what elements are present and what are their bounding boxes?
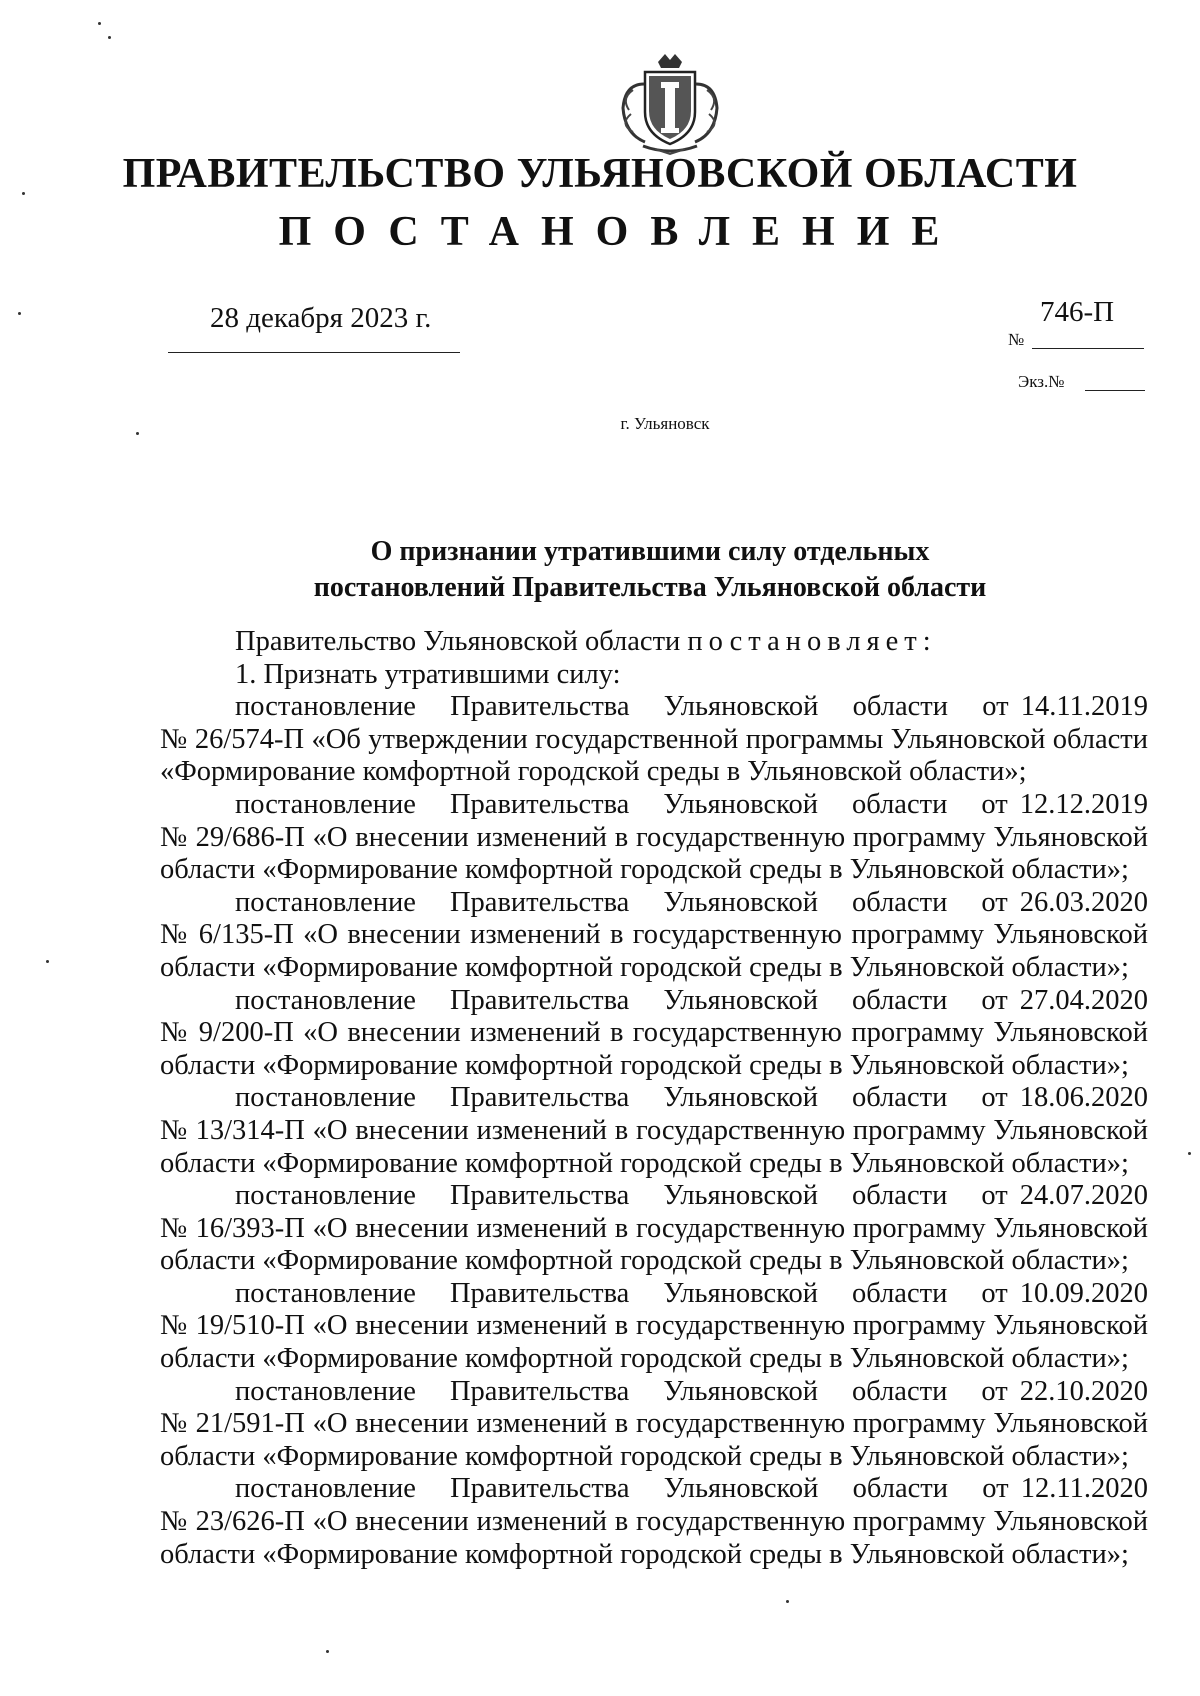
scan-speck: [326, 1650, 329, 1653]
act-number-title-line: № 26/574-П «Об утверждении государственной программы Ульяновской области: [160, 723, 1148, 755]
intro-prefix: Правительство Ульяновской области: [235, 626, 681, 657]
decree-body: [160, 626, 1148, 1571]
act-program-line: области «Формирование комфортной городской среды в Ульяновской области»;: [160, 854, 1129, 886]
date-underline: [168, 352, 460, 353]
act-lead-text: постановление Правительства Ульяновской области от: [235, 1375, 1008, 1407]
scan-speck: [136, 432, 139, 435]
act-lead-line: [160, 1180, 1148, 1213]
act-number-title-line: № 19/510-П «О внесении изменений в государственную программу Ульяновской: [160, 1310, 1148, 1342]
act-lead-text: постановление Правительства Ульяновской области от: [235, 984, 1008, 1016]
repealed-act-entry: [160, 691, 1148, 789]
act-date: 24.07.2020: [1019, 1180, 1148, 1212]
scan-speck: [108, 36, 111, 39]
act-date: 14.11.2019: [1020, 691, 1148, 723]
act-lead-text: постановление Правительства Ульяновской области от: [235, 1473, 1009, 1505]
act-program-line: области «Формирование комфортной городской среды в Ульяновской области»;: [160, 1049, 1129, 1081]
decree-number: 746-П: [1040, 296, 1115, 328]
act-lead-text: постановление Правительства Ульяновской области от: [235, 1082, 1008, 1114]
subject-line-2: постановлений Правительства Ульяновской области: [313, 572, 987, 603]
city-name: г. Ульяновск: [620, 414, 710, 433]
decree-subject: [300, 534, 1000, 606]
act-number-title-line: № 29/686-П «О внесении изменений в государственную программу Ульяновской: [160, 821, 1148, 853]
act-lead-text: постановление Правительства Ульяновской области от: [235, 691, 1009, 723]
scan-speck: [22, 192, 25, 195]
act-number-title-line: № 23/626-П «О внесении изменений в государственную программу Ульяновской: [160, 1506, 1148, 1538]
decree-date: 28 декабря 2023 г.: [210, 302, 432, 334]
repealed-act-entry: [160, 985, 1148, 1083]
act-number-title-line: № 13/314-П «О внесении изменений в государственную программу Ульяновской: [160, 1114, 1148, 1146]
act-lead-line: [160, 691, 1148, 724]
intro-verb: постановляет:: [687, 626, 937, 657]
act-number-title-line: № 6/135-П «О внесении изменений в государственную программу Ульяновской: [160, 919, 1148, 951]
scan-speck: [18, 312, 21, 315]
repealed-act-entry: [160, 1180, 1148, 1278]
repealed-act-entry: [160, 789, 1148, 887]
act-date: 12.11.2020: [1020, 1473, 1148, 1505]
repealed-act-entry: [160, 887, 1148, 985]
act-number-title-line: № 9/200-П «О внесении изменений в государственную программу Ульяновской: [160, 1017, 1148, 1049]
act-date: 26.03.2020: [1019, 886, 1148, 918]
act-date: 10.09.2020: [1019, 1277, 1148, 1309]
act-lead-text: постановление Правительства Ульяновской области от: [235, 886, 1008, 918]
copy-number-label: Экз.№: [1018, 372, 1065, 391]
act-program-line: области «Формирование комфортной городской среды в Ульяновской области»;: [160, 951, 1129, 983]
act-lead-line: [160, 985, 1148, 1018]
act-lead-text: постановление Правительства Ульяновской области от: [235, 788, 1008, 820]
act-number-title-line: № 16/393-П «О внесении изменений в государственную программу Ульяновской: [160, 1212, 1148, 1244]
act-date: 18.06.2020: [1019, 1082, 1148, 1114]
act-date: 27.04.2020: [1019, 984, 1148, 1016]
act-program-line: области «Формирование комфортной городской среды в Ульяновской области»;: [160, 1538, 1129, 1570]
repealed-act-entry: [160, 1278, 1148, 1376]
repealed-act-entry: [160, 1473, 1148, 1571]
act-lead-line: [160, 1082, 1148, 1115]
act-lead-line: [160, 1473, 1148, 1506]
item-1: 1. Признать утратившими силу:: [235, 658, 621, 690]
scan-speck: [786, 1600, 789, 1603]
intro-paragraph: [160, 626, 1148, 659]
copy-number-underline: [1085, 390, 1145, 391]
act-lead-line: [160, 1376, 1148, 1409]
scan-speck: [1188, 1152, 1191, 1155]
number-underline: [1032, 348, 1144, 349]
act-lead-text: постановление Правительства Ульяновской области от: [235, 1277, 1008, 1309]
act-lead-line: [160, 1278, 1148, 1311]
act-program-line: «Формирование комфортной городской среды в Ульяновской области»;: [160, 756, 1027, 788]
scan-speck: [98, 22, 101, 25]
repealed-acts-list: [160, 691, 1148, 1571]
coat-of-arms-emblem: [615, 50, 725, 158]
act-program-line: области «Формирование комфортной городской среды в Ульяновской области»;: [160, 1440, 1129, 1472]
subject-line-1: О признании утратившими силу отдельных: [370, 536, 930, 567]
act-program-line: области «Формирование комфортной городской среды в Ульяновской области»;: [160, 1147, 1129, 1179]
act-lead-text: постановление Правительства Ульяновской области от: [235, 1180, 1008, 1212]
government-title: ПРАВИТЕЛЬСТВО УЛЬЯНОВСКОЙ ОБЛАСТИ: [122, 151, 1078, 197]
document-type: ПОСТАНОВЛЕНИЕ: [278, 209, 962, 255]
act-number-title-line: № 21/591-П «О внесении изменений в государственную программу Ульяновской: [160, 1408, 1148, 1440]
scan-speck: [46, 960, 49, 963]
act-program-line: области «Формирование комфортной городской среды в Ульяновской области»;: [160, 1245, 1129, 1277]
act-date: 22.10.2020: [1019, 1375, 1148, 1407]
act-lead-line: [160, 789, 1148, 822]
repealed-act-entry: [160, 1082, 1148, 1180]
act-date: 12.12.2019: [1019, 788, 1148, 820]
number-label: №: [1008, 330, 1025, 349]
act-lead-line: [160, 887, 1148, 920]
repealed-act-entry: [160, 1376, 1148, 1474]
act-program-line: области «Формирование комфортной городской среды в Ульяновской области»;: [160, 1343, 1129, 1375]
